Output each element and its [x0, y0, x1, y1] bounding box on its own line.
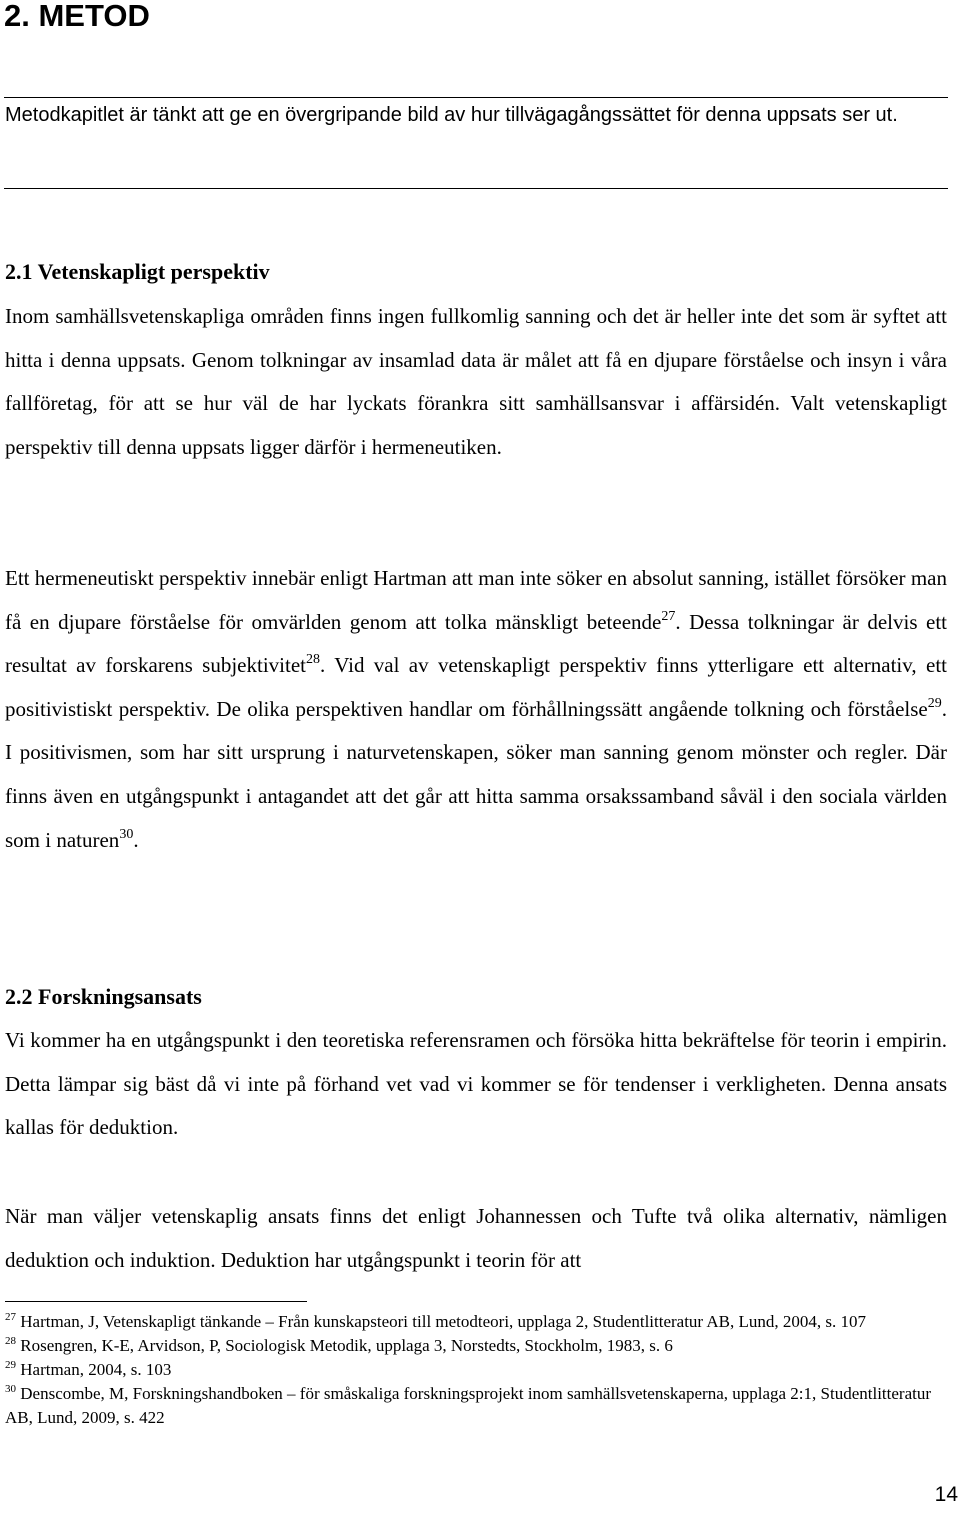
page-number: 14 [934, 1483, 958, 1506]
paragraph-text: . Vid val av vetenskapligt perspektiv finns ytterligare ett alternativ, ett positivistiskt perspektiv. De olika perspektiven handlar om förhållningssätt angående tolkning och förståelse [5, 653, 947, 721]
chapter-intro: Metodkapitlet är tänkt att ge en övergripande bild av hur tillvägagångssättet för denna uppsats ser ut. [5, 104, 898, 126]
footnote-number: 28 [5, 1335, 16, 1347]
paragraph-research-approach: Vi kommer ha en utgångspunkt i den teoretiska referensramen och försöka hitta bekräftelse för teorin i empirin. Detta lämpar sig bäst då vi inte på förhand vet vad vi kommer se för tendenser i verkligheten. Denna ansats kallas för deduktion. [5, 1028, 947, 1140]
section-heading-2-1: 2.1 Vetenskapligt perspektiv [5, 259, 270, 284]
footnote-27 [5, 1310, 940, 1334]
footnote-number: 30 [5, 1383, 16, 1395]
footnote-number: 29 [5, 1359, 16, 1371]
intro-box-bottom-rule [4, 188, 948, 189]
paragraph-deduction-induction: När man väljer vetenskaplig ansats finns det enligt Johannessen och Tufte två olika alternativ, nämligen deduktion och induktion. Deduktion har utgångspunkt i teorin för att [5, 1204, 947, 1272]
footnote-ref-29[interactable]: 29 [927, 695, 942, 711]
footnote-30 [5, 1382, 940, 1430]
paragraph-text: Ett hermeneutiskt perspektiv innebär enligt Hartman att man inte söker en absolut sanning, istället försöker man få en djupare förståelse för omvärlden genom att tolka mänskligt beteende [5, 566, 947, 634]
footnote-number: 27 [5, 1311, 16, 1323]
paragraph-text: . Dessa tolkningar är delvis ett resultat av forskarens subjektivitet [5, 609, 947, 678]
section-heading-2-2: 2.2 Forskningsansats [5, 984, 202, 1009]
paragraph-scientific-perspective: Inom samhällsvetenskapliga områden finns ingen fullkomlig sanning och det är heller inte det som är syftet att hitta i denna uppsats. Genom tolkningar av insamlad data är målet att få en djupare förståelse och insyn i våra fallföretag, för att se hur väl de har lyckats förankra sitt samhällsansvar i affärsidén. Valt vetenskapligt perspektiv till denna uppsats ligger därför i hermeneutiken. [5, 304, 947, 459]
paragraph-text: . I positivismen, som har sitt ursprung i naturvetenskapen, söker man sanning genom mönster och regler. Där finns även en utgångspunkt i antagandet att det går att hitta samma orsakssamband såväl i den sociala världen som i naturen [5, 696, 947, 852]
footnote-ref-27[interactable]: 27 [661, 608, 676, 624]
footnote-text: Denscombe, M, Forskningshandboken – för småskaliga forskningsprojekt inom samhällsvetenskaperna, upplaga 2:1, Studentlitteratur AB, Lund, 2009, s. 422 [5, 1384, 931, 1427]
footnote-ref-30[interactable]: 30 [119, 826, 134, 842]
footnote-29 [5, 1358, 940, 1382]
chapter-title: 2. METOD [4, 0, 150, 33]
footnote-separator [5, 1301, 307, 1302]
footnote-text: Rosengren, K-E, Arvidson, P, Sociologisk Metodik, upplaga 3, Norstedts, Stockholm, 1983, s. 6 [20, 1336, 673, 1355]
footnote-text: Hartman, 2004, s. 103 [20, 1360, 172, 1379]
footnote-text: Hartman, J, Vetenskapligt tänkande – Från kunskapsteori till metodteori, upplaga 2, Studentlitteratur AB, Lund, 2004, s. 107 [20, 1312, 867, 1331]
footnote-ref-28[interactable]: 28 [305, 652, 320, 668]
footnotes [5, 1310, 940, 1430]
footnote-28 [5, 1334, 940, 1358]
paragraph-text: . [133, 827, 139, 852]
paragraph-hermeneutics [5, 557, 947, 862]
